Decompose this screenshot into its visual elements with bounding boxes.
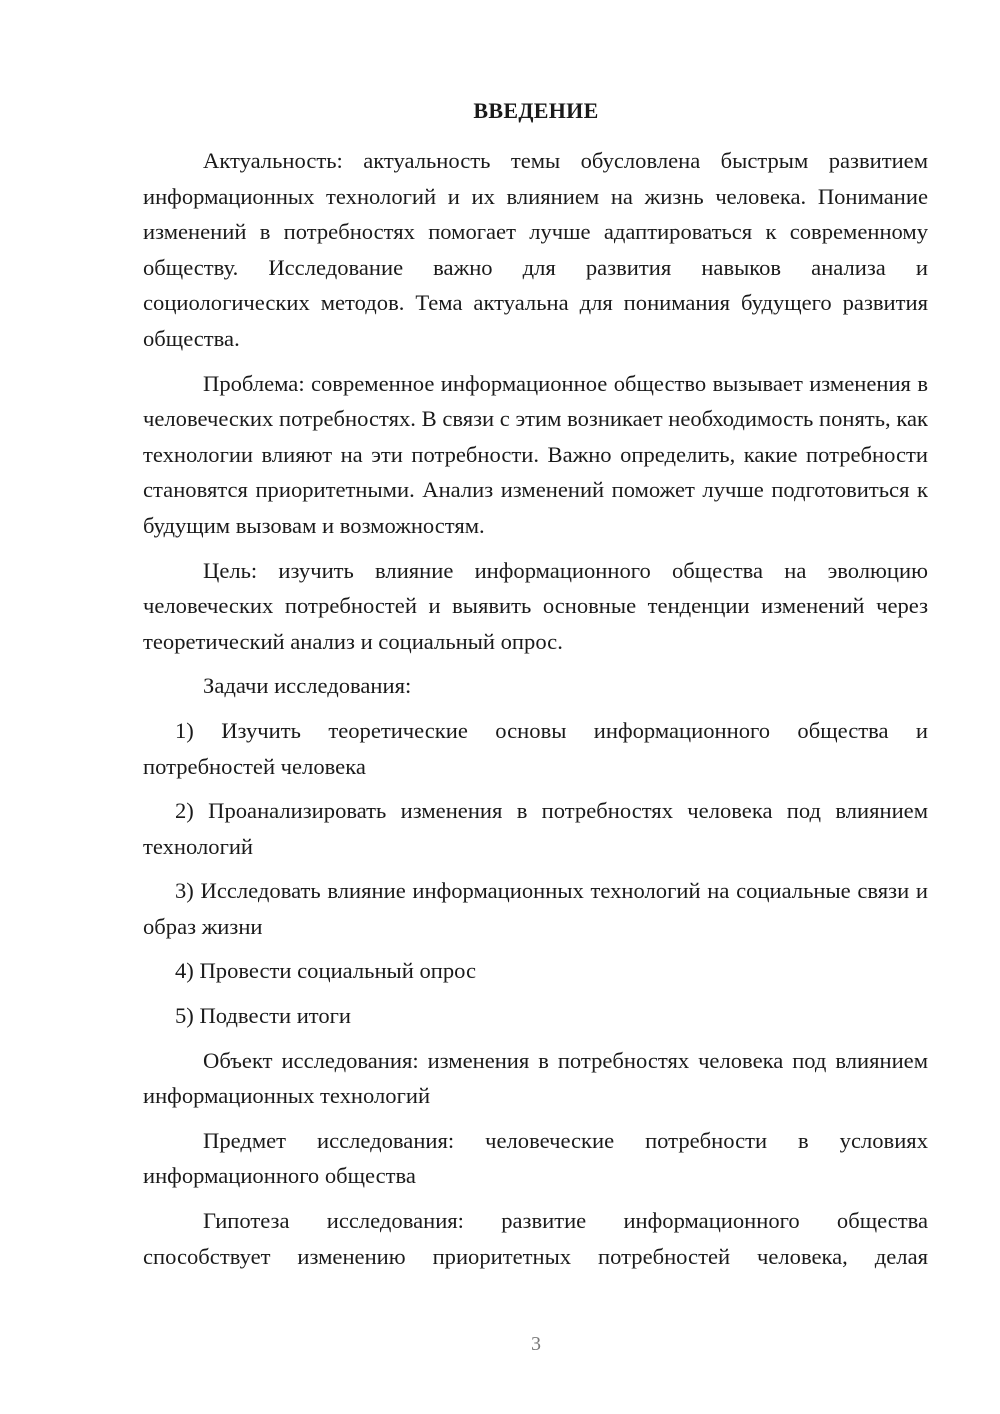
list-item-task-1: 1) Изучить теоретические основы информационного общества и потребностей человека — [143, 717, 928, 779]
section-heading: ВВЕДЕНИЕ — [473, 98, 599, 123]
list-item-task-2: 2) Проанализировать изменения в потребностях человека под влиянием технологий — [143, 798, 928, 859]
list-item-task-4: 4) Провести социальный опрос — [175, 958, 477, 984]
paragraph-goal: Цель: изучить влияние информационного общества на эволюцию человеческих потребностей и выявить основные тенденции изменений через теоретический анализ и социальный опрос. — [143, 557, 928, 654]
paragraph-object: Объект исследования: изменения в потребностях человека под влиянием информационных технологий — [143, 1047, 928, 1109]
paragraph-subject: Предмет исследования: человеческие потребности в условиях информационного общества — [143, 1127, 928, 1189]
list-item-task-5: 5) Подвести итоги — [175, 1003, 352, 1029]
page-number: 3 — [531, 1333, 541, 1355]
paragraph-tasks-heading: Задачи исследования: — [203, 673, 412, 699]
paragraph-relevance: Актуальность: актуальность темы обусловлена быстрым развитием информационных технологий и их влиянием на жизнь человека. Понимание изменений в потребностях помогает лучше адаптироваться к современному обществу. Исследование важно для развития навыков анализа и социологических методов. Тема актуальна для понимания будущего развития общества. — [143, 148, 928, 351]
paragraph-problem: Проблема: современное информационное общество вызывает изменения в человеческих потребностях. В связи с этим возникает необходимость понять, как технологии влияют на эти потребности. Важно определить, какие потребности становятся приоритетными. Анализ изменений поможет лучше подготовиться к будущим вызовам и возможностям. — [143, 370, 928, 538]
list-item-task-3: 3) Исследовать влияние информационных технологий на социальные связи и образ жизни — [143, 878, 928, 939]
paragraph-hypothesis: Гипотеза исследования: развитие информационного общества способствует изменению приоритетных потребностей человека, делая — [143, 1208, 928, 1269]
body-text — [143, 143, 928, 1283]
